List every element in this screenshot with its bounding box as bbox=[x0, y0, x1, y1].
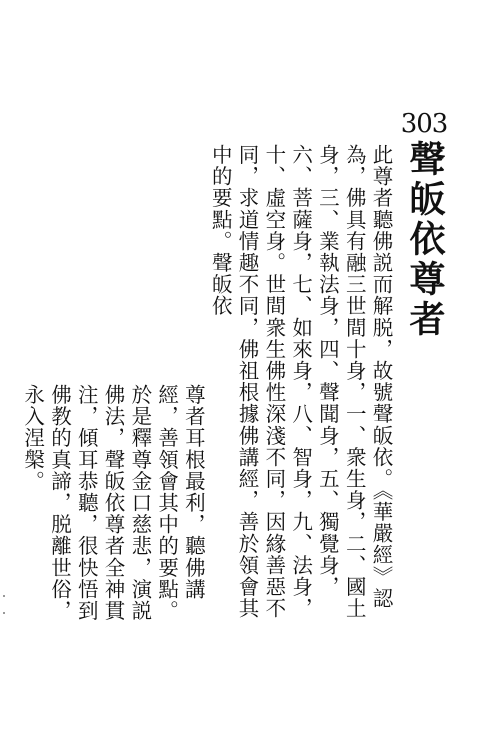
paragraph-2: 尊者耳根最利，聽佛講經，善領會其中的要點。於是釋尊金口慈悲，演説佛法，聲皈依尊者全神貫注，傾耳恭聽，很快悟到佛教的真諦，脱離世俗，永入涅槃。 bbox=[20, 384, 206, 622]
scan-speck bbox=[3, 595, 5, 597]
paragraph-1: 此尊者聽佛説而解脱，故號聲皈依。《華嚴經》認為，佛具有融三世間十身，一、衆生身，二、國土身，三、業執法身，四、聲聞身，五、獨覺身，六、菩薩身，七、如來身，八、智身，九、法身，十、虛空身。世間衆生佛性深淺不同，因緣善惡不同，求道情趣不同，佛祖根據佛講經，善於領會其中的要點。聲皈依 bbox=[208, 144, 393, 620]
entry-title: 聲皈依尊者 bbox=[404, 140, 445, 340]
scan-speck bbox=[3, 612, 5, 614]
entry-heading bbox=[402, 110, 446, 340]
entry-number: 303 bbox=[400, 109, 448, 139]
body-text bbox=[20, 144, 394, 624]
